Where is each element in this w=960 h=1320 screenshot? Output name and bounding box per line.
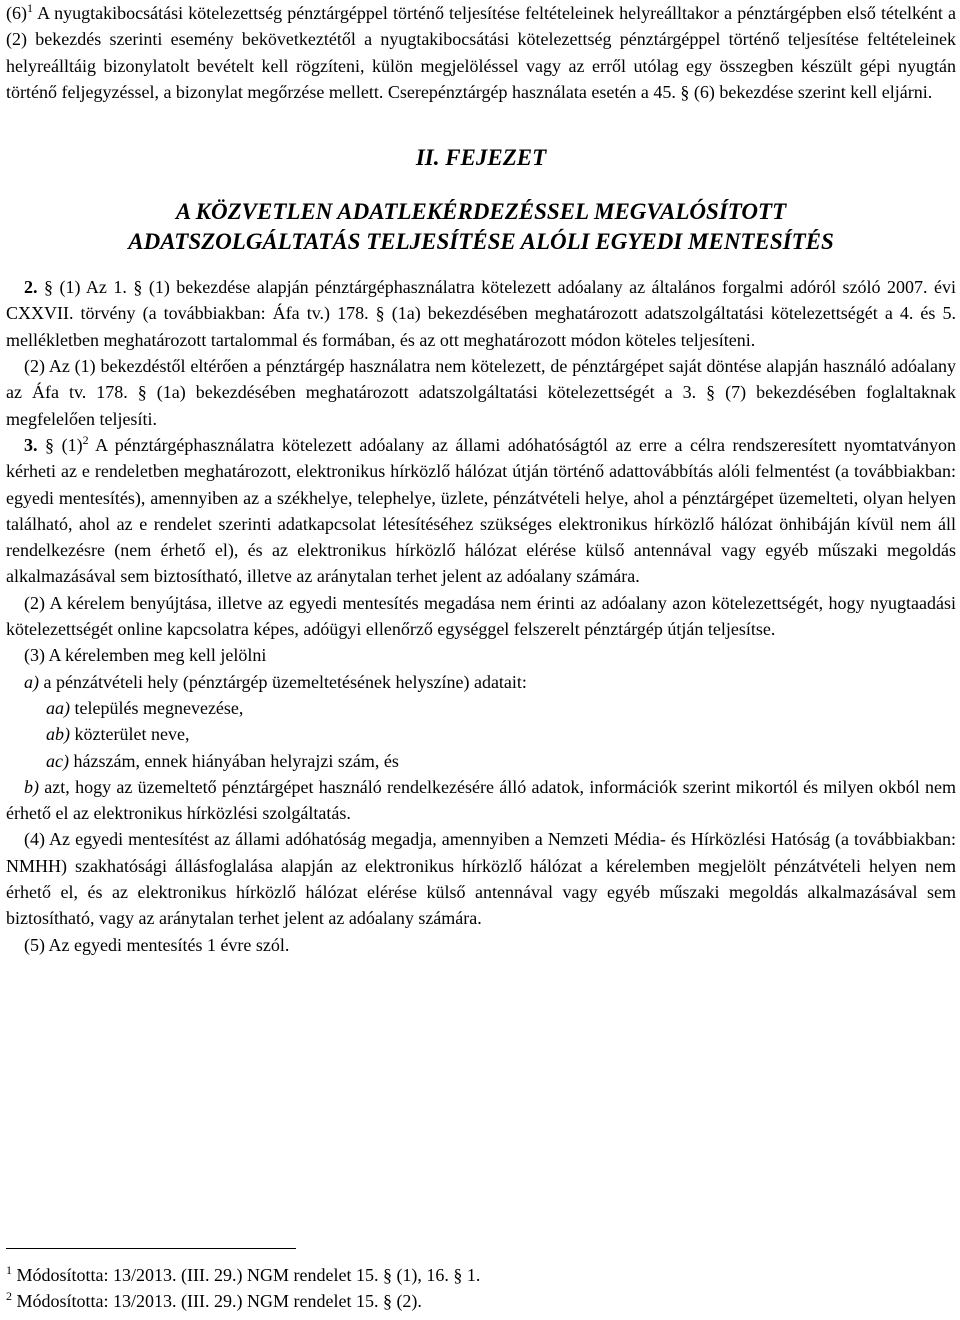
chapter-title-line: ADATSZOLGÁLTATÁS TELJESÍTÉSE ALÓLI EGYEDI MENTESÍTÉS — [128, 229, 834, 255]
list-item-ab — [6, 721, 956, 747]
section-3-paragraph-2: (2) A kérelem benyújtása, illetve az egyedi mentesítés megadása nem érinti az adóalany azon kötelezettségét, hogy nyugtaadási kötelezettségét online kapcsolatra képes, adóügyi ellenőrző egységgel felszerelt pénztárgép útján teljesítse. — [6, 592, 956, 640]
section-2-paragraph-2: (2) Az (1) bekezdéstől eltérően a pénztárgép használatra nem kötelezett, de pénztárgépet saját döntése alapján használó adóalany az Áfa tv. 178. § (1a) bekezdésében meghatározott adatszolgáltatási kötelezettségét a 3. § (7) bekezdésében foglaltaknak megfelelően teljesíti. — [6, 356, 956, 429]
paragraph-label: § (1) — [37, 434, 83, 455]
section-3-paragraph-1 — [6, 432, 956, 590]
chapter-number: II. FEJEZET — [415, 145, 547, 171]
footnote-divider — [6, 1248, 296, 1249]
chapter-title-line: A KÖZVETLEN ADATLEKÉRDEZÉSSEL MEGVALÓSÍTOTT — [175, 199, 787, 225]
section-2-paragraph-1 — [6, 274, 956, 353]
footnote-text: Módosította: 13/2013. (III. 29.) NGM rendelet 15. § (1), 16. § 1. — [12, 1265, 481, 1285]
list-item-a — [6, 669, 956, 695]
list-item-ac — [6, 748, 956, 774]
paragraph-6 — [6, 0, 956, 105]
section-number: 3. — [24, 434, 38, 455]
section-3-paragraph-3: (3) A kérelemben meg kell jelölni — [24, 645, 267, 666]
list-label: aa) — [46, 697, 70, 718]
footnote-text: Módosította: 13/2013. (III. 29.) NGM rendelet 15. § (2). — [12, 1291, 422, 1311]
paragraph-text: A nyugtakibocsátási kötelezettség pénztárgéppel történő teljesítése feltételeinek helyreálltakor a pénztárgépben első tételként a (2) bekezdés szerinti esemény bekövetkeztétől a nyugtakibocsátási kötelezettség pénztárgéppel történő teljesítése feltételeinek helyreálltáig bizonylatolt bevételt kell rögzíteni, külön megjelöléssel vagy az erről utólag egy összegben készült gépi nyugtán történő feljegyzéssel, a bizonylat megőrzése mellett. Cserepénztárgép használata esetén a 45. § (6) bekezdése szerint kell eljárni. — [6, 3, 956, 102]
footnote-number: 1 — [6, 1263, 12, 1277]
section-3-paragraph-5: (5) Az egyedi mentesítés 1 évre szól. — [24, 934, 290, 955]
list-label: b) — [24, 776, 39, 797]
paragraph-label: (6) — [6, 3, 27, 23]
footnote-ref[interactable]: 1 — [27, 1, 33, 15]
footnote-number: 2 — [6, 1289, 12, 1303]
list-label: ac) — [46, 750, 69, 771]
paragraph-text: § (1) Az 1. § (1) bekezdése alapján pénztárgéphasználatra kötelezett adóalany az általános forgalmi adóról szóló 2007. évi CXXVII. törvény (a továbbiakban: Áfa tv.) 178. § (1a) bekezdésében meghatározott adatszolgáltatási kötelezettségét a 4. és 5. mellékletben meghatározott tartalommal és formában, és az ott meghatározott módon köteles teljesíteni. — [6, 277, 956, 350]
footnotes — [6, 1262, 480, 1314]
list-text: közterület neve, — [70, 724, 190, 745]
footnote — [6, 1262, 480, 1288]
paragraph-text: A pénztárgéphasználatra kötelezett adóalany az állami adóhatóságtól az erre a célra rendszeresített nyomtatványon kérheti az e rendeletben meghatározott, elektronikus hírközlő hálózat útján történő adattovábbítás alóli felmentést (a továbbiakban: egyedi mentesítés), amennyiben az a székhelye, telephelye, üzlete, pénzátvételi helye, ahol a pénztárgépet üzemelteti, olyan helyen található, ahol az e rendelet szerinti adatkapcsolat létesítéséhez szükséges elektronikus hírközlő hálózat önhibáján kívül nem áll rendelkezésre (nem érhető el), és az elektronikus hírközlő hálózat elérése külső antennával vagy egyéb műszaki megoldás alkalmazásával sem biztosítható, illetve az aránytalan terhet jelent az adóalany számára. — [6, 434, 956, 587]
chapter-title — [6, 197, 956, 257]
list-text: a pénzátvételi hely (pénztárgép üzemeltetésének helyszíne) adatait: — [39, 671, 527, 692]
list-text: házszám, ennek hiányában helyrajzi szám, és — [68, 750, 399, 771]
list-item-aa — [6, 695, 956, 721]
list-text: település megnevezése, — [70, 697, 244, 718]
list-text: azt, hogy az üzemeltető pénztárgépet használó rendelkezésére álló adatok, információk szerint mikortól és milyen okból nem érhető el az elektronikus hírközlési szolgáltatás. — [6, 776, 956, 824]
list-label: ab) — [46, 724, 70, 745]
footnote-ref[interactable]: 2 — [82, 432, 89, 447]
section-number: 2. — [24, 277, 38, 298]
list-item-b — [6, 774, 956, 827]
section-3-paragraph-4: (4) Az egyedi mentesítést az állami adóhatóság megadja, amennyiben a Nemzeti Média- és Hírközlési Hatóság (a továbbiakban: NMHH) szakhatósági állásfoglalása alapján az elektronikus hírközlő hálózat a kérelemben megjelölt pénzátvételi helyen nem érhető el, és az elektronikus hírközlő hálózat elérése külső antennával vagy egyéb műszaki megoldás alkalmazásával sem biztosítható, vagy az aránytalan terhet jelent az adóalany számára. — [6, 829, 956, 929]
list-label: a) — [24, 671, 39, 692]
footnote — [6, 1288, 480, 1314]
